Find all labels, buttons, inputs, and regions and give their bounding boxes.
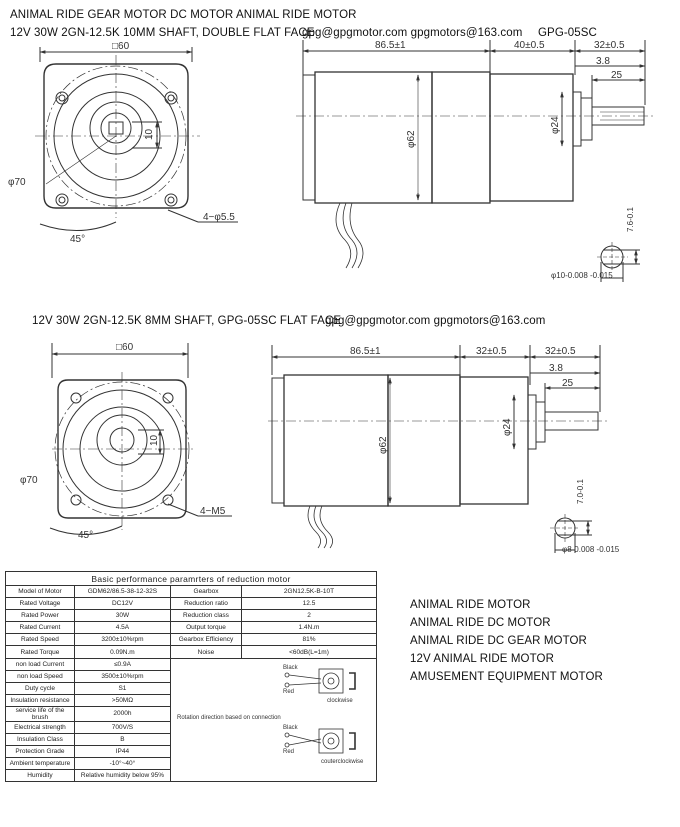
d1-shaft-dia: φ24 bbox=[550, 116, 561, 134]
wire-black-1: Black bbox=[282, 664, 298, 671]
table-row bbox=[6, 634, 377, 646]
d1-flat-dim: 7.6-0.1 bbox=[626, 207, 635, 232]
param-name: Duty cycle bbox=[6, 682, 75, 694]
side-view-2 bbox=[268, 345, 610, 553]
table-row bbox=[6, 658, 377, 670]
param-value: DC12V bbox=[74, 598, 170, 610]
keyword-item: 12V ANIMAL RIDE MOTOR bbox=[410, 653, 554, 665]
keyword-item: ANIMAL RIDE MOTOR bbox=[410, 599, 531, 611]
d1-front-circle: φ70 bbox=[8, 177, 26, 188]
table-row bbox=[6, 646, 377, 658]
param-value: 2000h bbox=[74, 706, 170, 721]
param-name: Rated Voltage bbox=[6, 598, 75, 610]
wire-black-2: Black bbox=[282, 724, 298, 731]
d1-shaft-tol: φ10-0.008 -0.015 bbox=[551, 271, 613, 280]
table-row bbox=[6, 622, 377, 634]
param-value: S1 bbox=[74, 682, 170, 694]
wire-red-2: Red bbox=[282, 748, 294, 755]
d2-front-key: 10 bbox=[149, 434, 160, 446]
contact-line-2: gpg@gpgmotor.com gpgmotors@163.com bbox=[325, 315, 546, 327]
table-row bbox=[6, 586, 377, 598]
param-value: Relative humidity below 95% bbox=[74, 770, 170, 782]
d2-shaft-tol: φ8-0.008 -0.015 bbox=[562, 545, 620, 554]
d1-front-key: 10 bbox=[144, 128, 155, 140]
gear-param-name: Reduction class bbox=[170, 610, 241, 622]
table-row bbox=[6, 610, 377, 622]
wire-red-1: Red bbox=[282, 688, 294, 695]
spec-line-1: 12V 30W 2GN-12.5K 10MM SHAFT, DOUBLE FLAT FACE bbox=[10, 27, 315, 39]
param-name: Insulation Class bbox=[6, 734, 75, 746]
param-name: Insulation resistance bbox=[6, 694, 75, 706]
param-name: non load Speed bbox=[6, 670, 75, 682]
param-name: Rated Current bbox=[6, 622, 75, 634]
param-value: IP44 bbox=[74, 746, 170, 758]
gear-param-value: 2GN12.5K-B-10T bbox=[242, 586, 377, 598]
gear-param-value: <60dB(L=1m) bbox=[242, 646, 377, 658]
clockwise-label: clockwise bbox=[326, 697, 353, 704]
param-value: 4.5A bbox=[74, 622, 170, 634]
spec-line-2: 12V 30W 2GN-12.5K 8MM SHAFT, GPG-05SC FLAT FACE bbox=[32, 315, 342, 327]
model-tag: GPG-05SC bbox=[538, 27, 597, 39]
d2-shaft-dia: φ24 bbox=[502, 418, 513, 436]
d2-shaft-len: 25 bbox=[562, 378, 574, 389]
d1-side-gear: 40±0.5 bbox=[514, 40, 545, 51]
param-value: GDM62/86.5-38-12-32S bbox=[74, 586, 170, 598]
side-view-1 bbox=[296, 40, 655, 282]
gear-param-name: Gearbox bbox=[170, 586, 241, 598]
d1-side-length: 86.5±1 bbox=[375, 40, 406, 51]
contact-line-1: gpg@gpgmotor.com gpgmotors@163.com bbox=[302, 27, 523, 39]
d1-shaft-step: 3.8 bbox=[596, 56, 610, 67]
d1-shaft-len: 25 bbox=[611, 70, 623, 81]
param-name: service life of the brush bbox=[6, 706, 75, 721]
param-name: Rated Speed bbox=[6, 634, 75, 646]
d1-front-holes: 4−φ5.5 bbox=[203, 212, 235, 223]
title-line: ANIMAL RIDE GEAR MOTOR DC MOTOR ANIMAL RIDE MOTOR bbox=[10, 9, 357, 21]
table-caption: Basic performance paramrters of reduction motor bbox=[6, 572, 377, 586]
gear-param-name: Reduction ratio bbox=[170, 598, 241, 610]
d2-flat-dim: 7.0-0.1 bbox=[576, 479, 585, 504]
d2-front-width: □60 bbox=[116, 342, 134, 353]
keyword-item: ANIMAL RIDE DC GEAR MOTOR bbox=[410, 635, 587, 647]
performance-table bbox=[5, 571, 377, 782]
param-name: Humidity bbox=[6, 770, 75, 782]
d2-front-angle: 45° bbox=[78, 530, 94, 541]
d2-shaft-step: 3.8 bbox=[549, 363, 563, 374]
param-value: ≤0.9A bbox=[74, 658, 170, 670]
param-value: -10°~40° bbox=[74, 758, 170, 770]
param-name: Rated Torque bbox=[6, 646, 75, 658]
d1-front-angle: 45° bbox=[70, 234, 86, 245]
rotation-label-line: Rotation direction based on connection bbox=[176, 714, 281, 721]
param-name: Electrical strength bbox=[6, 721, 75, 733]
d2-front-holes: 4−M5 bbox=[200, 506, 226, 517]
d1-side-shaft: 32±0.5 bbox=[594, 40, 625, 51]
param-name: Ambient temperature bbox=[6, 758, 75, 770]
d1-front-width: □60 bbox=[112, 41, 130, 52]
param-name: non load Current bbox=[6, 658, 75, 670]
keyword-item: AMUSEMENT EQUIPMENT MOTOR bbox=[410, 671, 603, 683]
gear-param-name: Noise bbox=[170, 646, 241, 658]
rotation-diagram bbox=[171, 659, 376, 779]
table-row bbox=[6, 598, 377, 610]
gear-param-value: 81% bbox=[242, 634, 377, 646]
d2-side-shaft: 32±0.5 bbox=[545, 346, 576, 357]
param-name: Rated Power bbox=[6, 610, 75, 622]
param-name: Protection Grade bbox=[6, 746, 75, 758]
rotation-cell bbox=[170, 658, 376, 782]
gear-param-value: 12.5 bbox=[242, 598, 377, 610]
d2-side-length: 86.5±1 bbox=[350, 346, 381, 357]
gear-param-name: Gearbox Efficiency bbox=[170, 634, 241, 646]
d2-front-circle: φ70 bbox=[20, 475, 38, 486]
param-value: B bbox=[74, 734, 170, 746]
d2-side-gear: 32±0.5 bbox=[476, 346, 507, 357]
param-value: 3200±10%rpm bbox=[74, 634, 170, 646]
gear-param-name: Output torque bbox=[170, 622, 241, 634]
param-value: 700V/S bbox=[74, 721, 170, 733]
param-value: 30W bbox=[74, 610, 170, 622]
param-value: 0.09N.m bbox=[74, 646, 170, 658]
param-value: 3500±10%rpm bbox=[74, 670, 170, 682]
counterclockwise-label: couterclockwise bbox=[320, 758, 364, 765]
gear-param-value: 1.4N.m bbox=[242, 622, 377, 634]
keyword-item: ANIMAL RIDE DC MOTOR bbox=[410, 617, 551, 629]
param-value: >50MΩ bbox=[74, 694, 170, 706]
front-view-1 bbox=[35, 47, 238, 231]
param-name: Model of Motor bbox=[6, 586, 75, 598]
d2-body-dia: φ62 bbox=[378, 436, 389, 454]
d1-body-dia: φ62 bbox=[406, 130, 417, 148]
gear-param-value: 2 bbox=[242, 610, 377, 622]
